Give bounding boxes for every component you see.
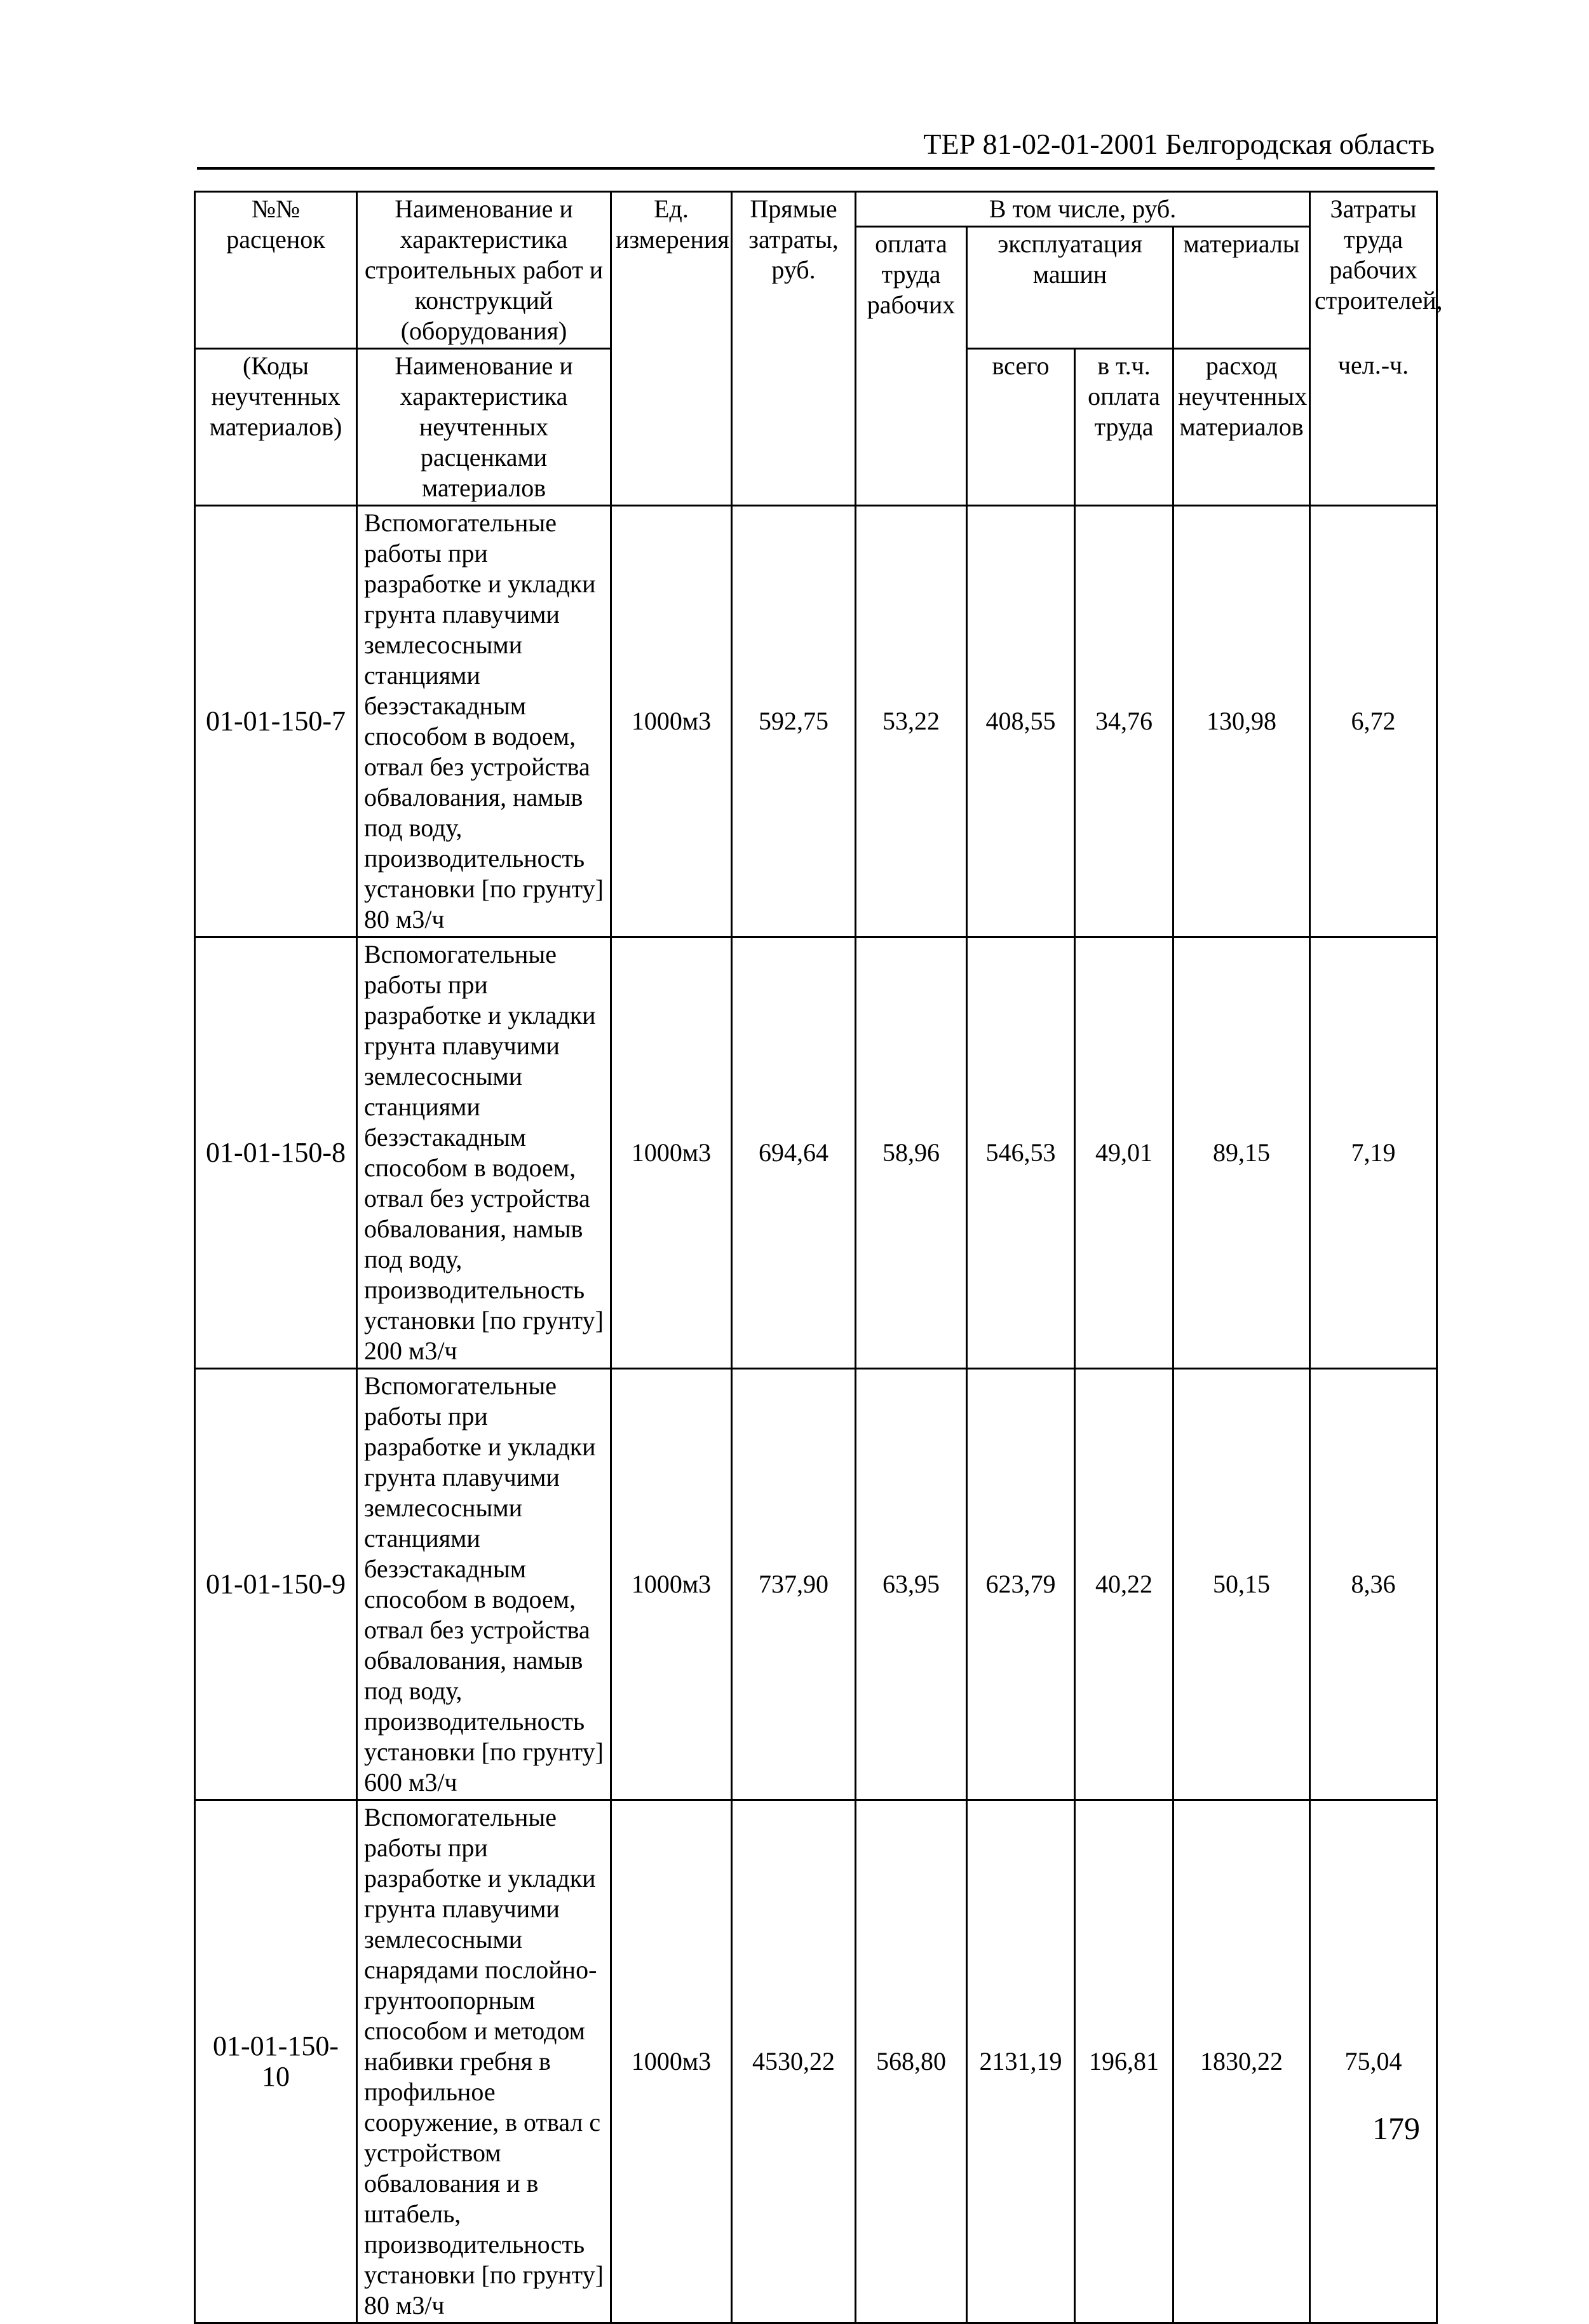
rate-labor: 63,95 — [856, 1369, 967, 1800]
rate-machines-labor: 40,22 — [1075, 1369, 1173, 1800]
document-header: ТЕР 81-02-01-2001 Белгородская область — [197, 127, 1435, 170]
rate-unit: 1000м3 — [611, 506, 732, 937]
rate-labor-hours: 75,04 — [1310, 1800, 1437, 2323]
rate-labor: 568,80 — [856, 1800, 967, 2323]
rate-machines-labor: 196,81 — [1075, 1800, 1173, 2323]
rate-direct: 4530,22 — [732, 1800, 856, 2323]
table-row — [195, 1800, 1437, 2323]
rate-name: Вспомогательные работы при разработке и укладки грунта плавучими землесосными снарядами послойно-грунтоопорным способом и методом набивки гребня в профильное сооружение, в отвал с устройством обвалования и в штабель, производительность установки [по грунту] 80 м3/ч — [357, 1800, 611, 2323]
col-code-subheader: (Коды неучтенных материалов) — [195, 349, 357, 506]
col-machines-total-header: всего — [967, 349, 1075, 506]
col-direct-header: Прямые затраты, руб. — [732, 192, 856, 506]
rates-table — [194, 191, 1443, 2324]
col-machines-header: эксплуатация машин — [967, 227, 1173, 349]
rate-machines-total: 546,53 — [967, 937, 1075, 1369]
rate-machines-labor: 49,01 — [1075, 937, 1173, 1369]
rate-labor-hours: 7,19 — [1310, 937, 1437, 1369]
rate-direct: 592,75 — [732, 506, 856, 937]
rate-labor-hours: 6,72 — [1310, 506, 1437, 937]
col-code-header: №№ расценок — [195, 192, 357, 349]
col-name-header: Наименование и характеристика строительных работ и конструкций (оборудования) — [357, 192, 611, 349]
rate-unit: 1000м3 — [611, 1369, 732, 1800]
col-name-subheader: Наименование и характеристика неучтенных расценками материалов — [357, 349, 611, 506]
rate-unit: 1000м3 — [611, 1800, 732, 2323]
rate-direct: 694,64 — [732, 937, 856, 1369]
table-row — [195, 1369, 1437, 1800]
rate-name: Вспомогательные работы при разработке и укладки грунта плавучими землесосными станциями безэстакадным способом в водоем, отвал без устройства обвалования, намыв под воду, производительность установки [по грунту] 600 м3/ч — [357, 1369, 611, 1800]
rate-labor: 53,22 — [856, 506, 967, 937]
table-row — [195, 937, 1437, 1369]
col-unit-header: Ед. измерения — [611, 192, 732, 506]
rate-materials: 1830,22 — [1173, 1800, 1310, 2323]
rate-machines-total: 623,79 — [967, 1369, 1075, 1800]
rate-unit: 1000м3 — [611, 937, 732, 1369]
col-labor-cost-unit: чел.-ч. — [1310, 349, 1437, 506]
rate-machines-labor: 34,76 — [1075, 506, 1173, 937]
rate-code: 01-01-150-8 — [195, 937, 357, 1369]
rate-materials: 89,15 — [1173, 937, 1310, 1369]
rate-name: Вспомогательные работы при разработке и укладки грунта плавучими землесосными станциями безэстакадным способом в водоем, отвал без устройства обвалования, намыв под воду, производительность установки [по грунту] 80 м3/ч — [357, 506, 611, 937]
rate-code: 01-01-150-9 — [195, 1369, 357, 1800]
rate-code: 01-01-150-10 — [195, 1800, 357, 2323]
header-row-1 — [195, 192, 1437, 227]
rate-machines-total: 408,55 — [967, 506, 1075, 937]
col-machines-labor-header: в т.ч. оплата труда — [1075, 349, 1173, 506]
rate-materials: 130,98 — [1173, 506, 1310, 937]
rate-labor-hours: 8,36 — [1310, 1369, 1437, 1800]
col-including-header: В том числе, руб. — [856, 192, 1310, 227]
col-materials-header: материалы — [1173, 227, 1310, 349]
rate-materials: 50,15 — [1173, 1369, 1310, 1800]
col-labor-pay-header: оплата труда рабочих — [856, 227, 967, 506]
rate-machines-total: 2131,19 — [967, 1800, 1075, 2323]
col-materials-subheader: расход неучтенных материалов — [1173, 349, 1310, 506]
rate-labor: 58,96 — [856, 937, 967, 1369]
rate-code: 01-01-150-7 — [195, 506, 357, 937]
page-number: 179 — [1372, 2110, 1420, 2146]
rate-name: Вспомогательные работы при разработке и укладки грунта плавучими землесосными станциями безэстакадным способом в водоем, отвал без устройства обвалования, намыв под воду, производительность установки [по грунту] 200 м3/ч — [357, 937, 611, 1369]
col-labor-cost-header: Затраты труда рабочих строителей, — [1310, 192, 1437, 349]
rate-direct: 737,90 — [732, 1369, 856, 1800]
table-row — [195, 506, 1437, 937]
